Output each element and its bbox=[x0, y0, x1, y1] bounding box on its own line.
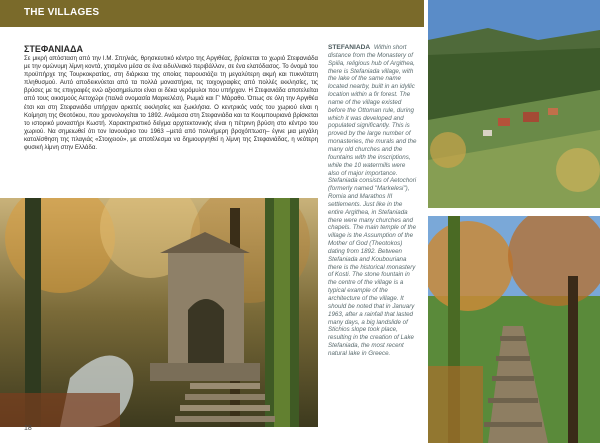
english-text bbox=[328, 44, 418, 358]
page-number: 18 bbox=[24, 425, 32, 432]
section-title: THE VILLAGES bbox=[24, 7, 100, 18]
header-bar bbox=[0, 0, 424, 27]
greek-body: Σε μικρή απόσταση από την Ι.Μ. Σπηλιάς, θρησκευτικό κέντρο της Αργιθέας, βρίσκεται το χωριό Στεφανιάδα με την ομώνυμη λίμνη κοντά, χτισμένο μέσα σε ένα ειδυλλιακό περιβάλλον, σε ένα ελατόδασος. Το όνομά του προϋπήρχε της Τουρκοκρατίας, στη διάρκεια της οποίας παρουσιάζει τη μεγαλύτερη ακμή και πυκνότατη πληθυσμού. Αυτό αποδεικνύεται από τα πολλά μοναστήρια, τις τοιχογραφίες από πολλές εκκλησίες, τις βρύσες με τις επιγραφές ενώ αξιοσημείωτοι είναι οι δέκα νερόμυλοι που υπήρχαν. Η Στεφανιάδα αποτελείται από τους οικισμούς Αετοχώρι (παλιά ονομασία Μαρκελέσι), Ρωμιά και Γ' Μάραθο. Όπως σε όλη την Αργιθέα έτσι και στη Στεφανιάδα υπήρχαν αρκετές εκκλησίες και ξωκλήσια. Ο κεντρικός ναός του χωριού είναι η Κοίμηση της Θεοτόκου, που χρονολογείται το 1892. Ανάμεσα στη Στεφανιάδα και τα Κουμπουριανά βρίσκεται το ιστορικό μοναστήρι Κωστή. Χαρακτηριστικό δείγμα αρχιτεκτονικής είναι η πέτρινη βρύση στο κέντρο του χωριού. Να σημειωθεί ότι τον Ιανουάριο του 1963 –μετά από πολυήμερη βροχόπτωση– έγινε μια μεγάλη κατολίσθηση της πλαγιάς «Στοιχειού», με αποτέλεσμα να δημιουργηθεί η λίμνη της Στεφανιάδας, η νεότερη φυσική λίμνη στην Ελλάδα. bbox=[24, 55, 318, 152]
greek-title: ΣΤΕΦΑΝΙΑΔΑ bbox=[24, 44, 84, 54]
stairs-photo bbox=[428, 216, 600, 443]
village-photo bbox=[428, 0, 600, 208]
english-title: STEFANIADA bbox=[328, 44, 371, 51]
english-body: Within short distance from the Monastery of Spilia, religious hub of Argithea, there is Stefaniada village, with the lake of the same name located nearby, built in an idyllic location within a fir forest. The name of the village existed before the Ottoman rule, during which it was developed and populated significantly. This is proved by the large number of monasteries, the murals and the many old churches and the fountains with the inscriptions, while the 10 watermills were also of major importance. Stefaniada consists of Aetochori (formerly named "Markelesi"), Romia and Marathos III settlements. Just like in the entire Argithea, in Stefaniada there were many churches and chapels. The main temple of the village is the Assumption of the Mother of God (Theotokos) dating from 1892. Between Stefaniada and Koubouriana there is the historical monastery of Kosti. The stone fountain in the centre of the village is a typical example of the architecture of the village. It should be noted that in January 1963, after a rainfall that lasted many days, a big landslide of Stichios slope took place, resulting in the creation of Lake Stefaniada, the most recent natural lake in Greece. bbox=[328, 44, 417, 357]
fountain-photo bbox=[0, 198, 318, 427]
